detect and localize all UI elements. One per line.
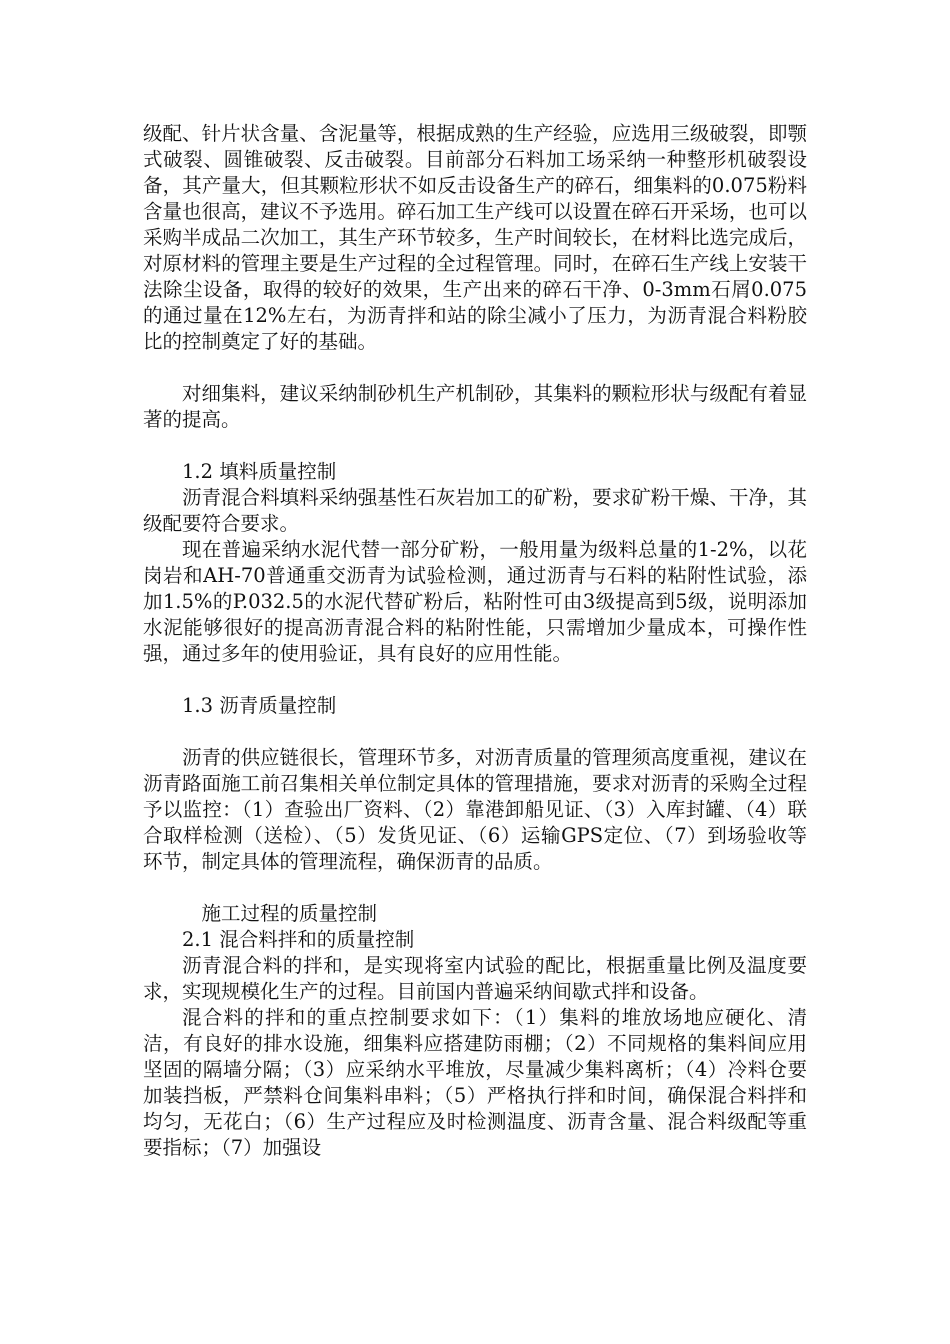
paragraph-spacer xyxy=(143,875,807,901)
paragraph-aggregate-crushing: 级配、针片状含量、含泥量等，根据成熟的生产经验，应选用三级破裂，即颚式破裂、圆锥破裂、反击破裂。目前部分石料加工场采纳一种整形机破裂设备，其产量大，但其颗粒形状不如反击设备生产的碎石，细集料的0.075粉料含量也很高，建议不予选用。碎石加工生产线可以设置在碎石开采场，也可以采购半成品二次加工，其生产环节较多，生产时间较长，在材料比选完成后，对原材料的管理主要是生产过程的全过程管理。同时，在碎石生产线上安装干法除尘设备，取得的较好的效果，生产出来的碎石干净、0-3mm石屑0.075的通过量在12%左右，为沥青拌和站的除尘减小了压力，为沥青混合料粉胶比的控制奠定了好的基础。 xyxy=(143,122,807,353)
document-body xyxy=(143,121,807,1161)
section-heading-1-2: 1.2 填料质量控制 xyxy=(182,460,337,483)
paragraph-spacer xyxy=(143,355,807,381)
section-heading-2-1: 2.1 混合料拌和的质量控制 xyxy=(182,928,415,951)
paragraph-mixing-requirements: 混合料的拌和的重点控制要求如下：（1）集料的堆放场地应硬化、清洁，有良好的排水设施，细集料应搭建防雨棚；（2）不同规格的集料间应用坚固的隔墙分隔；（3）应采纳水平堆放，尽量减少集料离析；（4）冷料仓要加装挡板，严禁料仓间集料串料；（5）严格执行拌和时间，确保混合料拌和均匀，无花白；（6）生产过程应及时检测温度、沥青含量、混合料级配等重要指标；（7）加强设 xyxy=(143,1006,807,1159)
section-heading-1-3: 1.3 沥青质量控制 xyxy=(182,694,337,717)
paragraph-asphalt-supply-chain: 沥青的供应链很长，管理环节多，对沥青质量的管理须高度重视，建议在沥青路面施工前召集相关单位制定具体的管理措施，要求对沥青的采购全过程予以监控：（1）查验出厂资料、（2）靠港卸船见证、（3）入库封罐、（4）联合取样检测（送检）、（5）发货见证、（6）运输GPS定位、（7）到场验收等环节，制定具体的管理流程，确保沥青的品质。 xyxy=(143,746,807,873)
paragraph-cement-substitute: 现在普遍采纳水泥代替一部分矿粉，一般用量为级料总量的1-2%，以花岗岩和AH-70普通重交沥青为试验检测，通过沥青与石料的粘附性试验，添加1.5%的P.032.5的水泥代替矿粉后，粘附性可由3级提高到5级，说明添加水泥能够很好的提高沥青混合料的粘附性能，只需增加少量成本，可操作性强，通过多年的使用验证，具有良好的应用性能。 xyxy=(143,538,807,665)
paragraph-spacer xyxy=(143,433,807,459)
paragraph-mixing-overview: 沥青混合料的拌和，是实现将室内试验的配比，根据重量比例及温度要求，实现规模化生产的过程。目前国内普遍采纳间歇式拌和设备。 xyxy=(143,954,807,1003)
paragraph-fine-aggregate: 对细集料，建议采纳制砂机生产机制砂，其集料的颗粒形状与级配有着显著的提高。 xyxy=(143,382,807,431)
paragraph-spacer xyxy=(143,719,807,745)
paragraph-filler-requirements: 沥青混合料填料采纳强基性石灰岩加工的矿粉，要求矿粉干燥、干净，其级配要符合要求。 xyxy=(143,486,807,535)
paragraph-spacer xyxy=(143,667,807,693)
section-heading-2: 施工过程的质量控制 xyxy=(201,902,378,925)
